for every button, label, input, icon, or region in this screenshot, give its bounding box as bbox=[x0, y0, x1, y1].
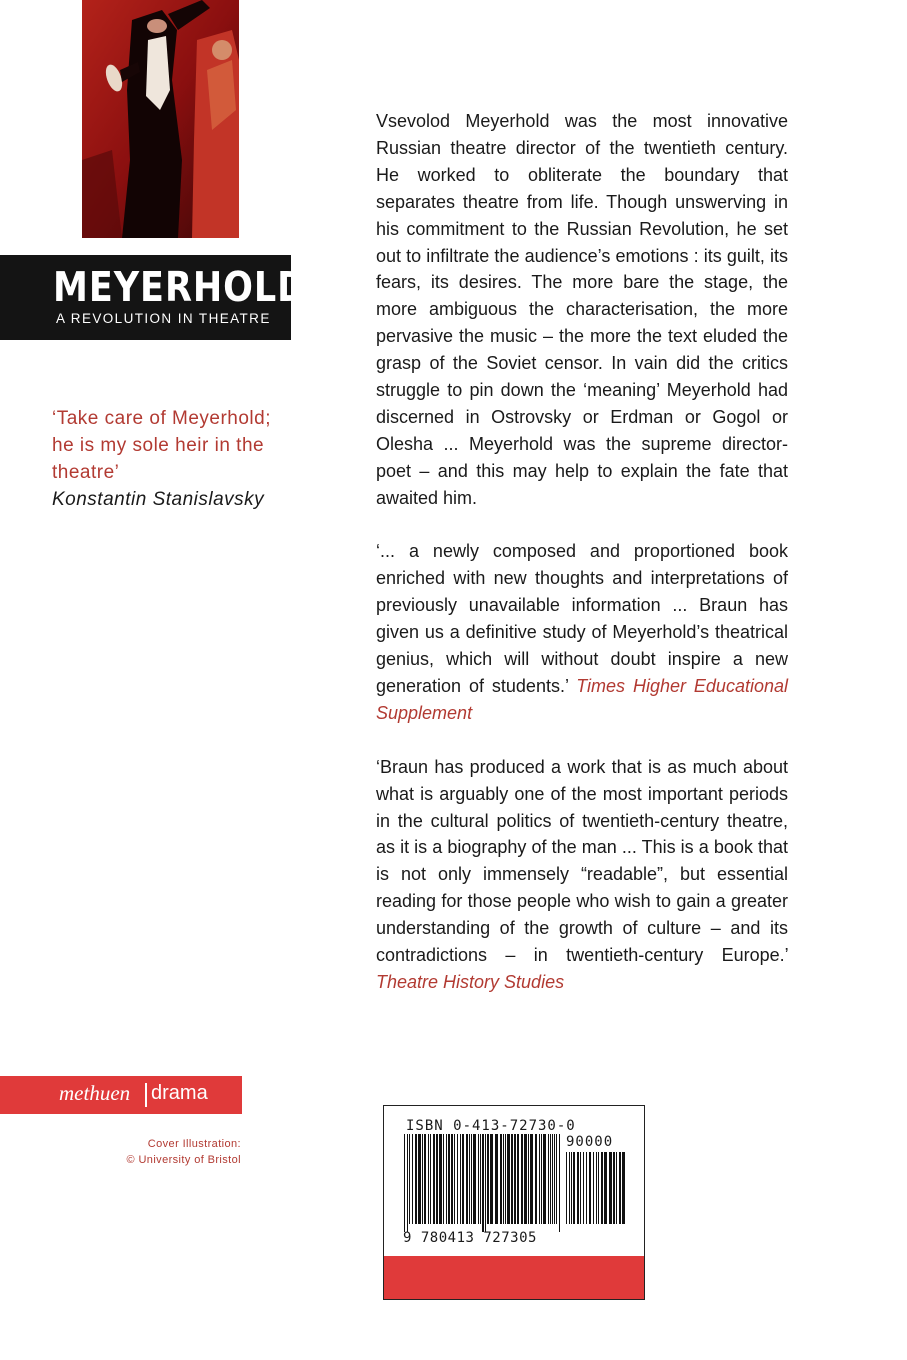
publisher-name-part-a: methuen bbox=[59, 1081, 131, 1105]
barcode-bar bbox=[446, 1134, 447, 1224]
barcode-bar bbox=[601, 1152, 603, 1224]
barcode-bar bbox=[521, 1134, 523, 1224]
barcode-bar bbox=[454, 1134, 455, 1224]
barcode-bar bbox=[430, 1134, 431, 1224]
barcode-bar bbox=[571, 1152, 572, 1224]
book-subtitle: A REVOLUTION IN THEATRE bbox=[56, 311, 271, 326]
barcode-bar bbox=[535, 1134, 537, 1224]
barcode-bar bbox=[586, 1152, 587, 1224]
barcode-bar bbox=[490, 1134, 493, 1224]
barcode-bar bbox=[609, 1152, 612, 1224]
barcode-bar bbox=[409, 1134, 410, 1224]
barcode-bar bbox=[530, 1134, 533, 1224]
barcode-bar bbox=[583, 1152, 584, 1224]
book-title: MEYERHOLD bbox=[53, 263, 308, 311]
barcode-bar bbox=[539, 1134, 540, 1224]
ean-barcode-bars bbox=[402, 1134, 564, 1232]
back-cover-text bbox=[376, 108, 788, 1023]
barcode-bar bbox=[554, 1134, 555, 1224]
barcode-bar bbox=[495, 1134, 498, 1224]
barcode-bar bbox=[556, 1134, 557, 1224]
review-1-source: Times Higher Educational Supplement bbox=[376, 676, 788, 723]
barcode-addon-digits: 90000 bbox=[566, 1134, 614, 1150]
cover-illustration bbox=[82, 0, 239, 238]
isbn-text: ISBN 0-413-72730-0 bbox=[406, 1118, 576, 1134]
barcode-box bbox=[383, 1105, 645, 1300]
barcode-bar bbox=[433, 1134, 435, 1224]
barcode-bar bbox=[619, 1152, 621, 1224]
barcode-bar bbox=[503, 1134, 504, 1224]
ean-digits: 9 780413 727305 bbox=[403, 1230, 537, 1246]
review-2-source: Theatre History Studies bbox=[376, 971, 565, 992]
barcode-bar bbox=[514, 1134, 516, 1224]
barcode-bar bbox=[439, 1134, 442, 1224]
publisher-divider bbox=[145, 1083, 147, 1107]
barcode-bar bbox=[469, 1134, 470, 1224]
barcode-bar bbox=[422, 1134, 423, 1224]
credits-line-2: © University of Bristol bbox=[126, 1154, 241, 1166]
barcode-bar bbox=[596, 1152, 597, 1224]
review-1-text: ‘... a newly composed and proportioned book enriched with new thoughts and interpretations of previously unavailable information ... Braun has given us a definitive study of Meyerhold’s theatrical genius, which will without doubt inspire a new generation of students.’ bbox=[376, 541, 788, 697]
title-block bbox=[0, 255, 308, 340]
barcode-bar bbox=[473, 1134, 476, 1224]
barcode-bar bbox=[478, 1134, 479, 1224]
barcode-bar bbox=[573, 1152, 575, 1224]
barcode-bar bbox=[500, 1134, 502, 1224]
barcode-bar bbox=[543, 1134, 546, 1224]
barcode-bar bbox=[428, 1134, 429, 1224]
barcode-bar bbox=[505, 1134, 506, 1224]
barcode-bar bbox=[457, 1134, 458, 1224]
barcode-bar bbox=[418, 1134, 421, 1224]
barcode-bar bbox=[569, 1152, 570, 1224]
barcode-bar bbox=[541, 1134, 542, 1224]
barcode-bar bbox=[451, 1134, 453, 1224]
addon-barcode-bars bbox=[564, 1152, 626, 1232]
credits-line-1: Cover Illustration: bbox=[147, 1138, 241, 1150]
barcode-bar bbox=[548, 1134, 549, 1224]
barcode-bar bbox=[552, 1134, 553, 1224]
barcode-bar bbox=[485, 1134, 486, 1232]
publisher-name-part-b: drama bbox=[151, 1082, 208, 1104]
barcode-bar bbox=[528, 1134, 529, 1224]
barcode-bar bbox=[517, 1134, 519, 1224]
barcode-bar bbox=[577, 1152, 579, 1224]
barcode-bar bbox=[436, 1134, 438, 1224]
barcode-bar bbox=[415, 1134, 417, 1224]
barcode-bar bbox=[443, 1134, 444, 1224]
barcode-bar bbox=[487, 1134, 489, 1224]
barcode-bar bbox=[593, 1152, 594, 1224]
barcode-bar bbox=[460, 1134, 461, 1224]
barcode-bar bbox=[448, 1134, 450, 1224]
barcode-bar bbox=[616, 1152, 617, 1224]
review-2 bbox=[376, 754, 788, 996]
barcode-bar bbox=[589, 1152, 591, 1224]
epigraph bbox=[52, 405, 292, 513]
review-2-text: ‘Braun has produced a work that is as much about what is arguably one of the most important periods in the cultural politics of twentieth-century theatre, as it is a biography of the man ... This is a book that is not only immensely “readable”, but essential reading for those people who wish to gain a greater understanding of the growth of culture – and its contradictions – in twentieth-century Europe.’ bbox=[376, 756, 788, 966]
barcode-red-band bbox=[384, 1256, 644, 1299]
barcode-bar bbox=[613, 1152, 615, 1224]
barcode-bar bbox=[466, 1134, 468, 1224]
barcode-bar bbox=[462, 1134, 464, 1224]
barcode-bar bbox=[480, 1134, 481, 1224]
blurb-paragraph: Vsevolod Meyerhold was the most innovative Russian theatre director of the twentieth century. He worked to obliterate the boundary that separates theatre from life. Though unswerving in his commitment to the Russian Revolution, he set out to infiltrate the audience’s emotions : its guilt, its fears, its desires. The more bare the stage, the more ambiguous the characterisation, the more pervasive the music – the more the text eluded the grasp of the Soviet censor. In vain did the critics struggle to pin down the ‘meaning’ Meyerhold had discerned in Ostrovsky or Erdman or Gogol or Olesha ... Meyerhold was the supreme director-poet – and this may help to explain the fate that awaited him. bbox=[376, 111, 788, 508]
publisher-logo bbox=[0, 1076, 242, 1114]
barcode-bar bbox=[482, 1134, 484, 1232]
barcode-bar bbox=[550, 1134, 551, 1224]
barcode-bar bbox=[424, 1134, 426, 1224]
barcode-bar bbox=[412, 1134, 413, 1224]
review-1 bbox=[376, 538, 788, 726]
barcode-bar bbox=[511, 1134, 513, 1224]
epigraph-attribution: Konstantin Stanislavsky bbox=[52, 489, 265, 510]
barcode-bar bbox=[471, 1134, 472, 1224]
cover-credits bbox=[100, 1136, 241, 1168]
barcode-bar bbox=[524, 1134, 527, 1224]
barcode-bar bbox=[566, 1152, 567, 1224]
barcode-bar bbox=[580, 1152, 581, 1224]
barcode-bar bbox=[507, 1134, 510, 1224]
barcode-bar bbox=[559, 1134, 560, 1232]
epigraph-quote: ‘Take care of Meyerhold; he is my sole heir in the theatre’ bbox=[52, 408, 271, 483]
barcode-bar bbox=[407, 1134, 408, 1232]
barcode-bar bbox=[598, 1152, 599, 1224]
barcode-bar bbox=[604, 1152, 607, 1224]
barcode-bar bbox=[404, 1134, 405, 1232]
barcode-bar bbox=[622, 1152, 625, 1224]
